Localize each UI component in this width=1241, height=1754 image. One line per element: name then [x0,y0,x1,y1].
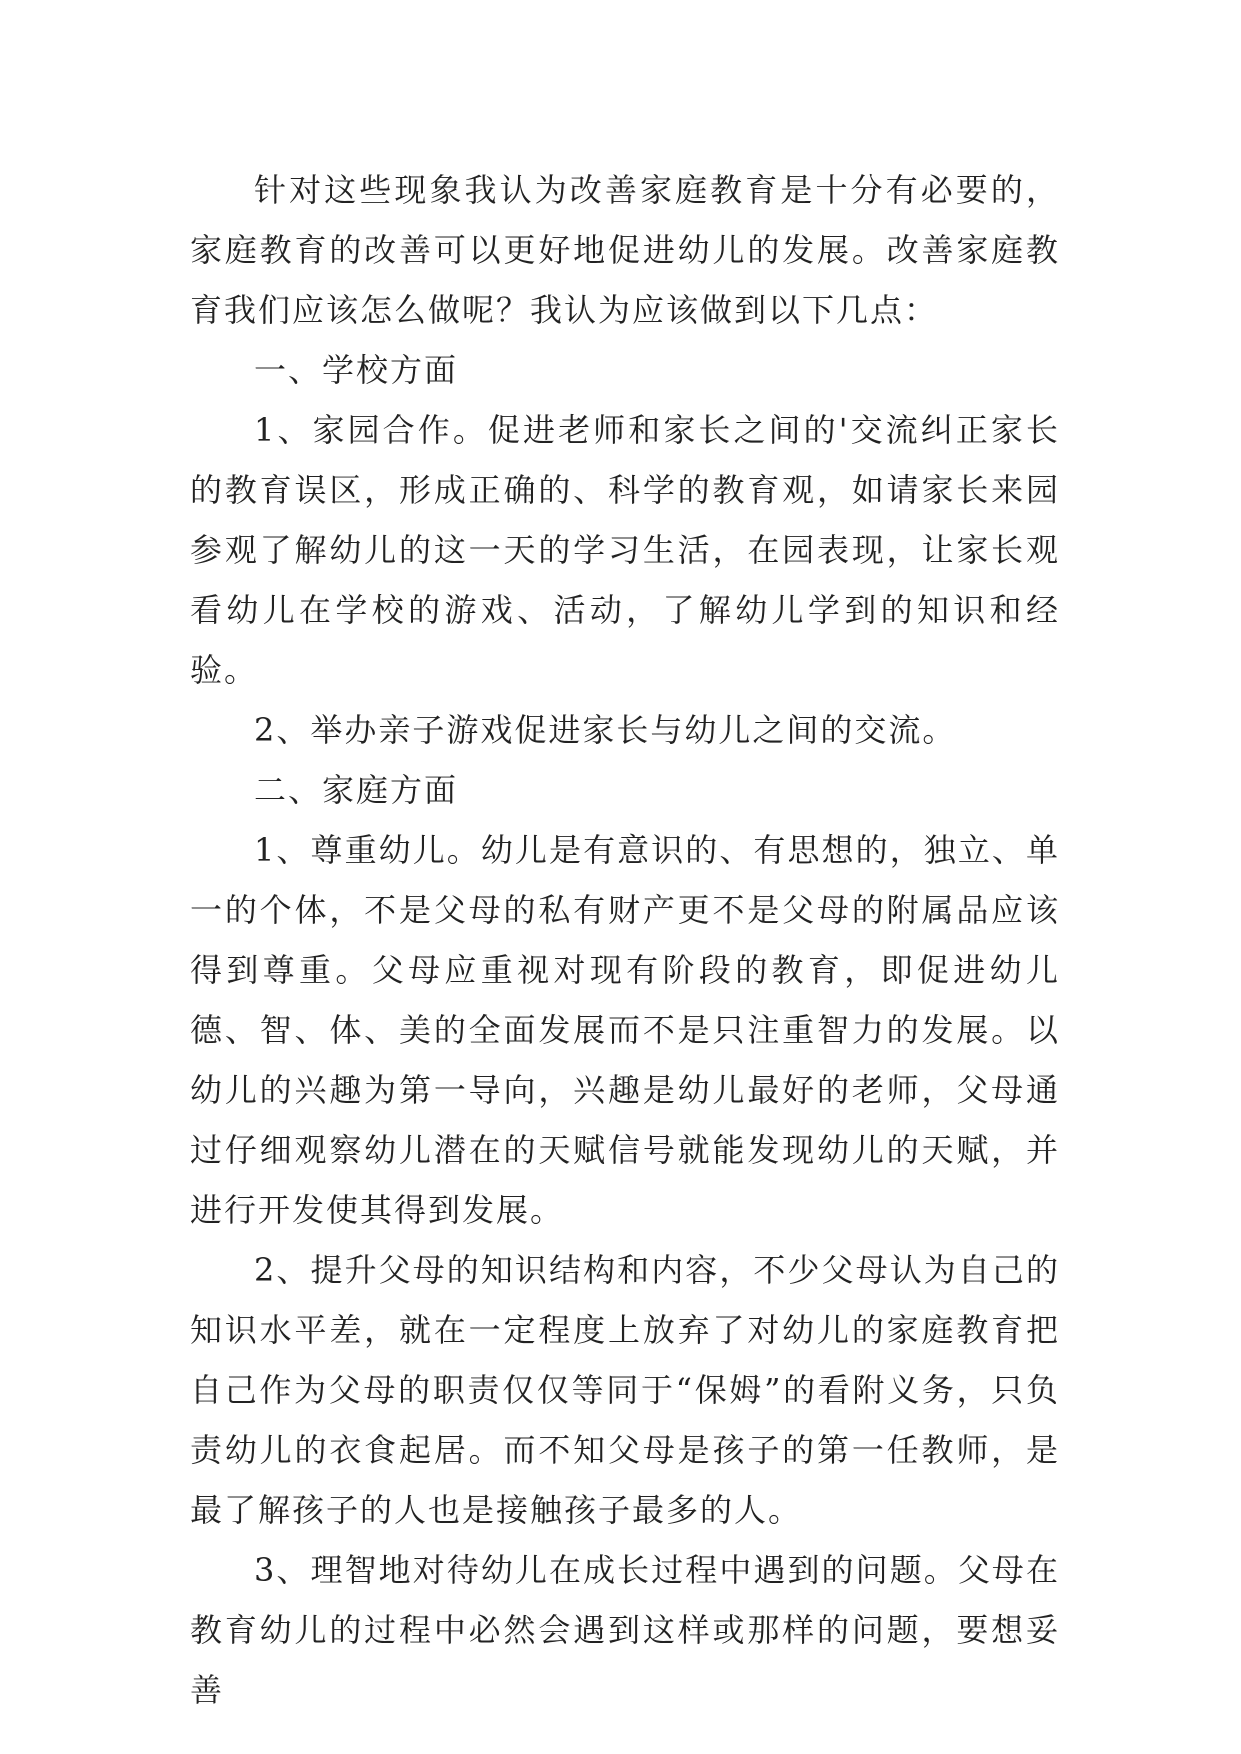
paragraph-school-2: 2、举办亲子游戏促进家长与幼儿之间的交流。 [254,711,957,749]
paragraph-intro: 针对这些现象我认为改善家庭教育是十分有必要的，家庭教育的改善可以更好地促进幼儿的发展。改善家庭教育我们应该怎么做呢？我认为应该做到以下几点： [190,171,1060,329]
paragraph-family-3: 3、理智地对待幼儿在成长过程中遇到的问题。父母在教育幼儿的过程中必然会遇到这样或那样的问题，要想妥善 [190,1551,1060,1709]
heading-school: 一、学校方面 [254,351,459,389]
paragraph-family-1: 1、尊重幼儿。幼儿是有意识的、有思想的，独立、单一的个体，不是父母的私有财产更不是父母的附属品应该得到尊重。父母应重视对现有阶段的教育，即促进幼儿德、智、体、美的全面发展而不是只注重智力的发展。以幼儿的兴趣为第一导向，兴趣是幼儿最好的老师，父母通过仔细观察幼儿潜在的天赋信号就能发现幼儿的天赋，并进行开发使其得到发展。 [190,831,1060,1229]
paragraph-school-1: 1、家园合作。促进老师和家长之间的'交流纠正家长的教育误区，形成正确的、科学的教育观，如请家长来园参观了解幼儿的这一天的学习生活，在园表现，让家长观看幼儿在学校的游戏、活动，了解幼儿学到的知识和经验。 [190,411,1060,689]
paragraph-family-2: 2、提升父母的知识结构和内容，不少父母认为自己的知识水平差，就在一定程度上放弃了对幼儿的家庭教育把自己作为父母的职责仅仅等同于“保姆”的看附义务，只负责幼儿的衣食起居。而不知父母是孩子的第一任教师，是最了解孩子的人也是接触孩子最多的人。 [190,1251,1060,1529]
document-body [190,160,1060,1720]
heading-family: 二、家庭方面 [254,771,459,809]
